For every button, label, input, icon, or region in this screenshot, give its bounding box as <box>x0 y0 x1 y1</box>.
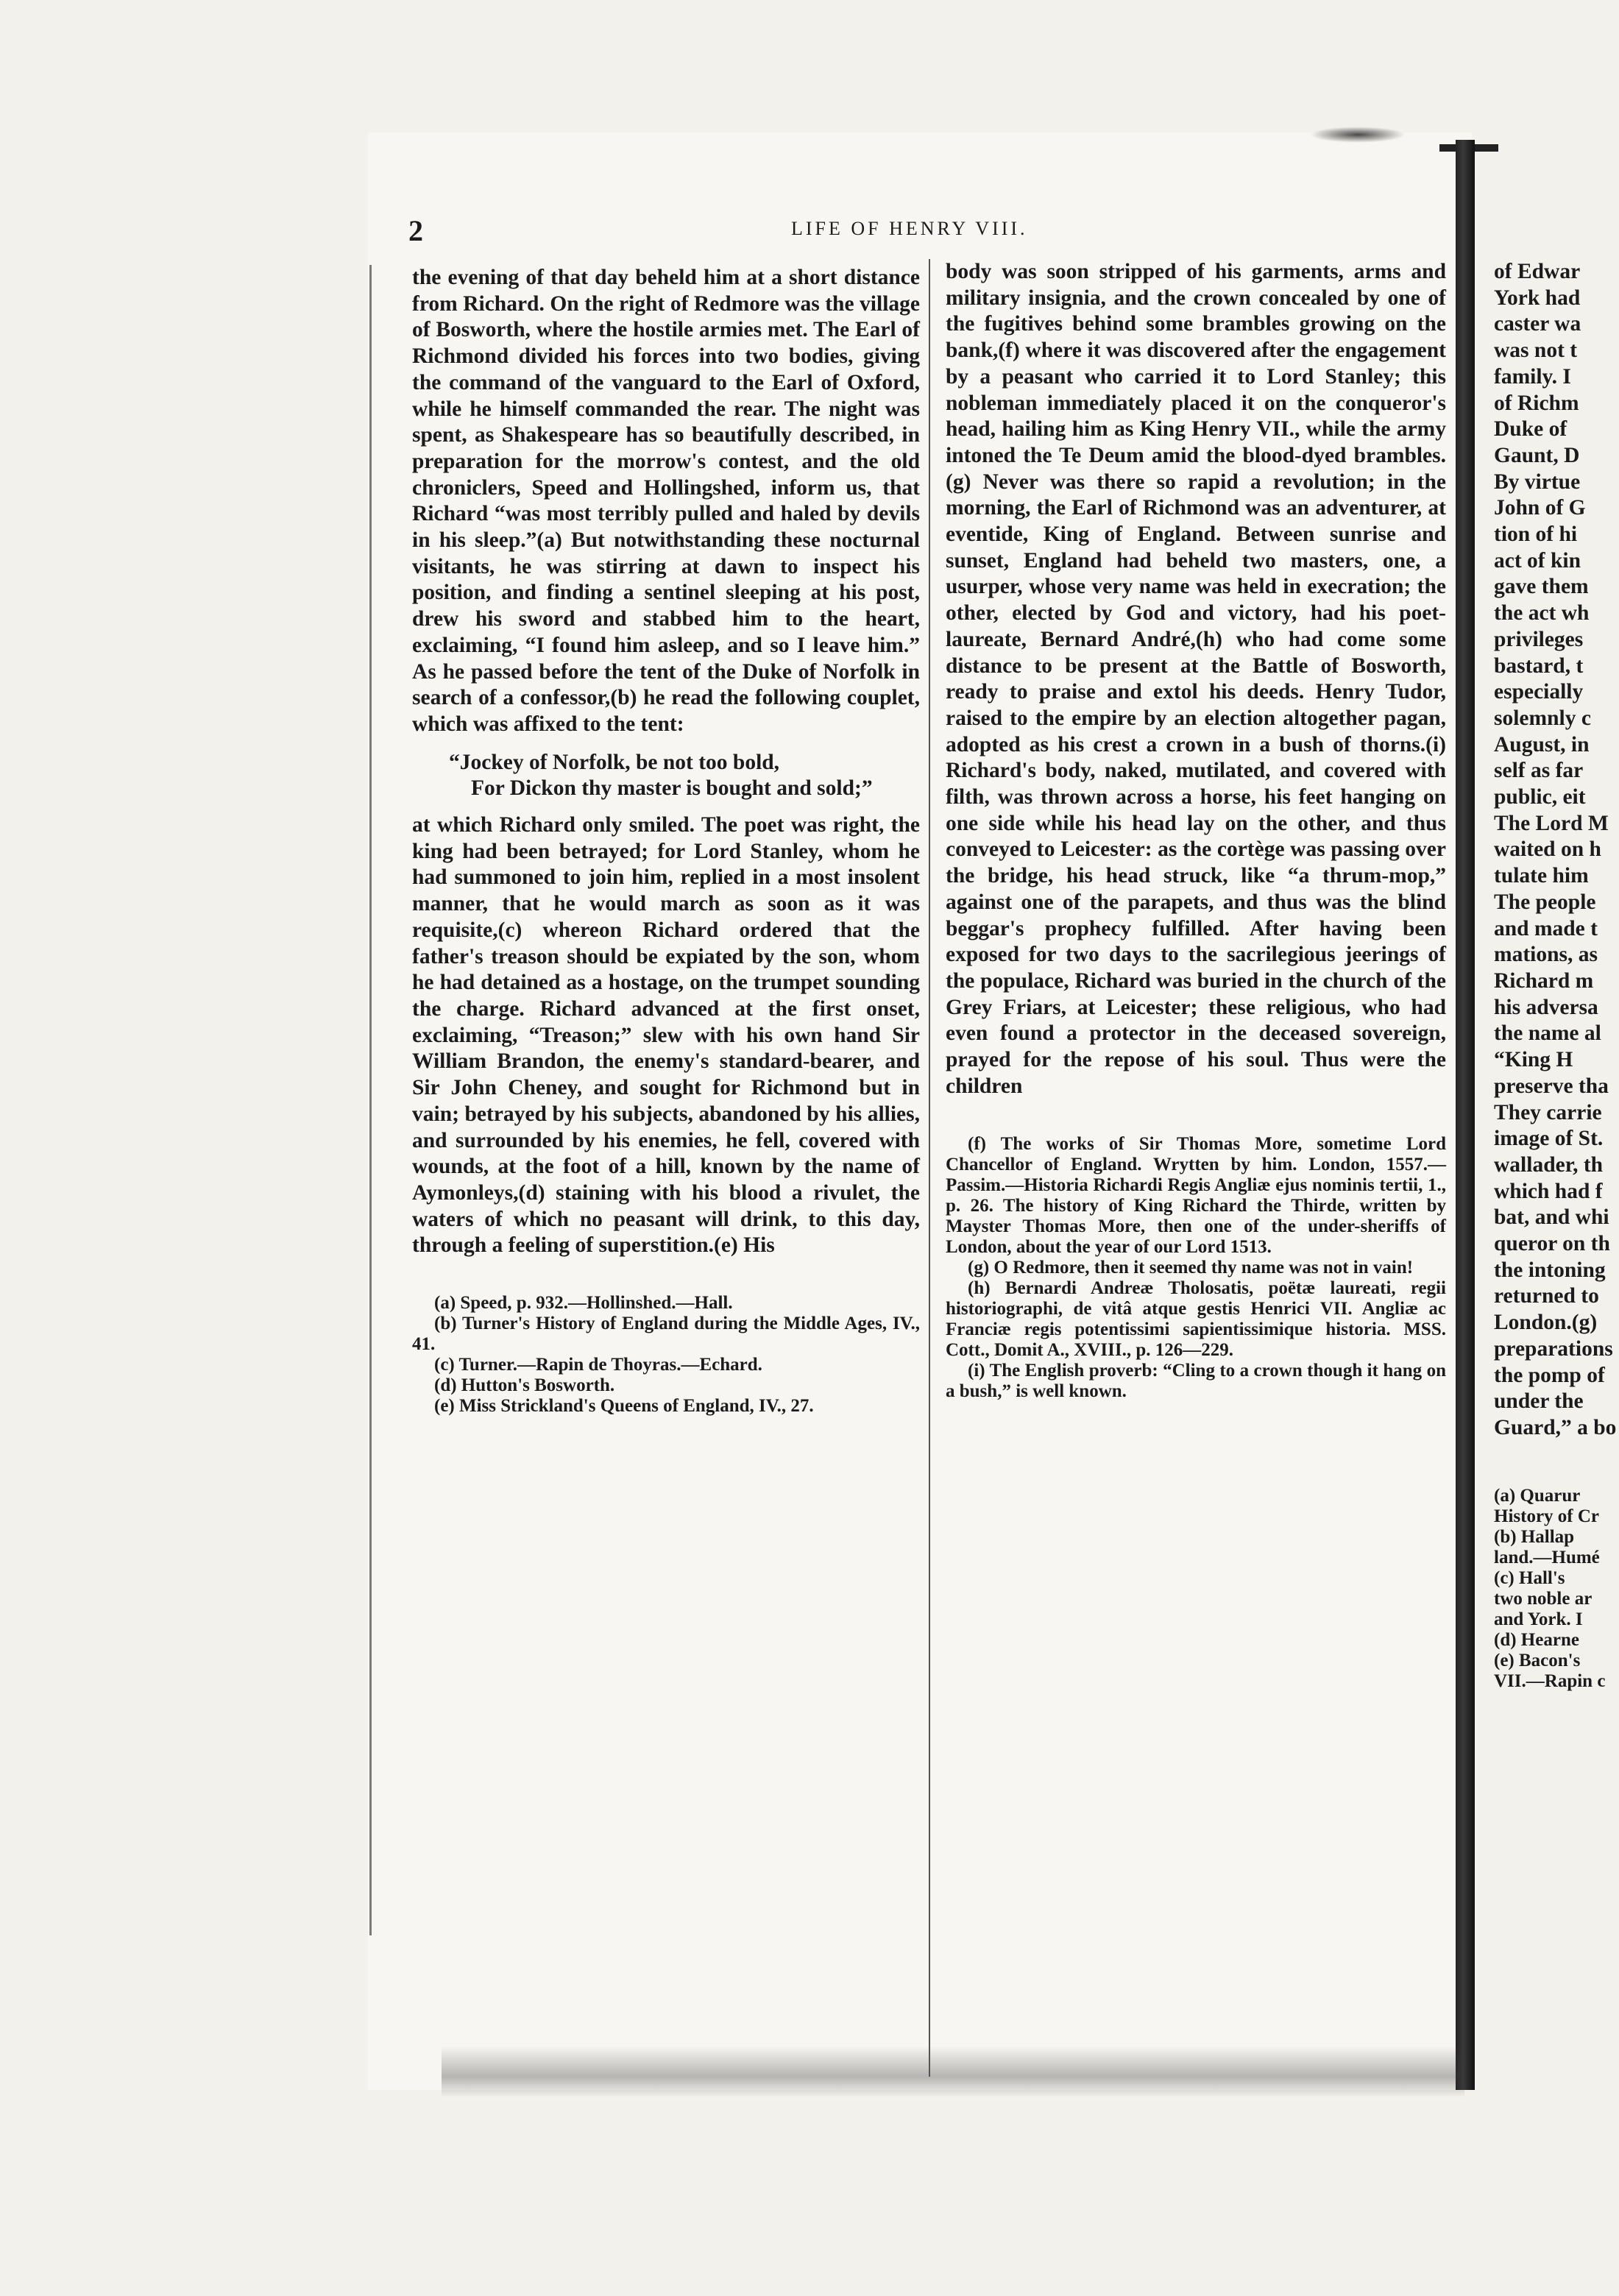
right-column-fragment <box>1494 259 1619 2025</box>
right-column-line: tulate him <box>1494 864 1589 888</box>
right-column-line: image of St. <box>1494 1127 1604 1151</box>
footnote-a: (a) Speed, p. 932.—Hollinshed.—Hall. <box>434 1293 733 1314</box>
right-footnote-line: (b) Hallap <box>1494 1526 1575 1547</box>
right-column-line: the pomp of <box>1494 1363 1605 1387</box>
footnote-b: (b) Turner's History of England during the Middle Ages, IV., 41. <box>412 1314 920 1355</box>
right-column-line: “King H <box>1494 1048 1573 1072</box>
page-header <box>408 213 1424 247</box>
right-column-line: the act wh <box>1494 601 1590 626</box>
right-footnote-line: (e) Bacon's <box>1494 1650 1581 1670</box>
right-column-line: bastard, t <box>1494 653 1584 678</box>
footnote-h: (h) Bernardi Andreæ Tholosatis, poëtæ laureati, regii historiographi, de vitâ atque gestis Henrici VII. Angliæ ac Franciæ regis potentissimi sapientissimique historia. MSS. Cott., Domit A., XVIII., p. 126—229. <box>946 1278 1446 1360</box>
right-column-line: caster wa <box>1494 312 1581 336</box>
footnote-g: (g) O Redmore, then it seemed thy name was not in vain! <box>968 1257 1414 1278</box>
right-column-line: of Edwar <box>1494 260 1581 283</box>
middle-paragraph-1: body was soon stripped of his garments, arms and military insignia, and the crown concealed by one of the fugitives behind some brambles growing on the bank,(f) where it was discovered after the engagement by a peasant who carried it to Lord Stanley; this nobleman immediately placed it on the conqueror's head, hailing him as King Henry VII., while the army intoned the Te Deum amid the blood-dyed brambles.(g) Never was there so rapid a revolution; in the morning, the Earl of Richmond was an adventurer, at eventide, King of England. Between sunrise and sunset, England had beheld two masters, one, a usurper, whose very name was held in execration; the other, elected by God and victory, had his poet-laureate, Bernard André,(h) who had come some distance to be present at the Battle of Bosworth, ready to praise and extol his deeds. Henry Tudor, raised to the empire by an election altogether pagan, adopted as his crest a crown in a bush of thorns.(i) Richard's body, naked, mutilated, and covered with filth, was thrown across a horse, his feet hanging on one side while his head lay on the other, and thus conveyed to Leicester: as the cortège was passing over the bridge, his head struck, like “a thrum-mop,” against one of the parapets, and thus was the blind beggar's prophecy fulfilled. After having been exposed for two days to the sacrilegious jeerings of the populace, Richard was buried in the church of the Grey Friars, at Leicester; these religious, who had even found a protector in the deceased sovereign, prayed for the repose of his soul. Thus were the children <box>946 260 1446 1098</box>
right-column-line: privileges <box>1494 627 1584 651</box>
right-column-line: and made t <box>1494 916 1598 940</box>
right-column-line: Richard m <box>1494 968 1594 993</box>
right-column-line: solemnly c <box>1494 706 1591 730</box>
right-column-line: John of G <box>1494 496 1586 520</box>
right-column-line: The people <box>1494 890 1596 914</box>
footnote-gap <box>1494 1442 1619 1486</box>
left-page-edge <box>369 265 372 1935</box>
page-number: 2 <box>408 214 423 247</box>
right-column-line: returned to <box>1494 1284 1599 1308</box>
couplet <box>412 750 920 802</box>
right-column-line: preparations <box>1494 1336 1613 1361</box>
right-footnote-line: VII.—Rapin c <box>1494 1670 1606 1691</box>
right-column-line: under the <box>1494 1389 1584 1414</box>
bottom-shadow <box>442 2046 1464 2097</box>
left-paragraph-2: at which Richard only smiled. The poet was right, the king had been betrayed; for Lord Stanley, whom he had summoned to join him, replied in a most insolent manner, that he would march as soon as it was requisite,(c) whereon Richard ordered that the father's treason should be expiated by the son, whom he had detained as a hostage, on the trumpet sounding the charge. Richard advanced at the first onset, exclaiming, “Treason;” slew with his own hand Sir William Brandon, the enemy's standard-bearer, and Sir John Cheney, and sought for Richmond but in vain; betrayed by his subjects, abandoned by his allies, and surrounded by his enemies, he fell, covered with wounds, at the foot of a hill, known by the name of Aymonleys,(d) staining with his blood a rivulet, the waters of which no peasant will drink, to this day, through a feeling of superstition.(e) His <box>412 813 920 1258</box>
running-title: LIFE OF HENRY VIII. <box>791 218 1028 239</box>
left-paragraph-1: the evening of that day beheld him at a short distance from Richard. On the right of Redmore was the village of Bosworth, where the hostile armies met. The Earl of Richmond divided his forces into two bodies, giving the command of the vanguard to the Earl of Oxford, while he himself commanded the rear. The night was spent, as Shakespeare has so beautifully described, in preparation for the morrow's contest, and the old chroniclers, Speed and Hollingshed, inform us, that Richard “was most terribly pulled and haled by devils in his sleep.”(a) But notwithstanding these nocturnal visitants, he was stirring at dawn to inspect his position, and finding a sentinel sleeping at his post, drew his sword and stabbed him to the heart, exclaiming, “I found him asleep, and so I leave him.” As he passed before the tent of the Duke of Norfolk in search of a confessor,(b) he read the following couplet, which was affixed to the tent: <box>412 266 920 736</box>
right-column-line: London.(g) <box>1494 1311 1598 1335</box>
right-column-line: gave them <box>1494 575 1589 599</box>
right-column-line: The Lord M <box>1494 811 1609 835</box>
right-footnote-line: and York. I <box>1494 1609 1583 1629</box>
right-column-line: the intoning <box>1494 1258 1606 1282</box>
footnote-c: (c) Turner.—Rapin de Thoyras.—Echard. <box>434 1355 762 1375</box>
left-footnotes <box>412 1293 920 1417</box>
right-column-line: preserve tha <box>1494 1074 1609 1098</box>
middle-column <box>946 259 1446 1402</box>
right-column-line: was not t <box>1494 339 1578 363</box>
right-column-line: of Richm <box>1494 391 1579 415</box>
right-column-line: wallader, th <box>1494 1152 1604 1177</box>
ink-smudge <box>1310 127 1406 143</box>
footnote-i: (i) The English proverb: “Cling to a crown though it hang on a bush,” is well known. <box>946 1360 1446 1401</box>
right-footnote-line: (c) Hall's <box>1494 1567 1565 1588</box>
right-column-line: August, in <box>1494 732 1590 757</box>
column-divider <box>929 259 930 2077</box>
right-column-line: Gaunt, D <box>1494 443 1580 467</box>
right-footnote-line: (a) Quarur <box>1494 1485 1581 1506</box>
right-column-line: Guard,” a bo <box>1494 1415 1617 1439</box>
right-column-line: tion of hi <box>1494 522 1578 547</box>
right-column-line: They carrie <box>1494 1100 1602 1124</box>
couplet-line-1: “Jockey of Norfolk, be not too bold, <box>449 750 780 774</box>
right-column-line: which had f <box>1494 1179 1603 1203</box>
right-footnote-line: two noble ar <box>1494 1588 1593 1609</box>
left-column <box>412 265 920 1417</box>
footnote-e: (e) Miss Strickland's Queens of England, IV., 27. <box>434 1396 814 1417</box>
right-column-line: York had <box>1494 286 1581 310</box>
right-column-line: the name al <box>1494 1021 1601 1046</box>
right-column-line: Duke of <box>1494 417 1567 442</box>
right-column-line: especially <box>1494 680 1584 704</box>
right-column-line: self as far <box>1494 759 1584 783</box>
right-column-line: mations, as <box>1494 943 1598 967</box>
right-column-line: queror on th <box>1494 1232 1610 1256</box>
middle-footnotes <box>946 1134 1446 1402</box>
couplet-line-2: For Dickon thy master is bought and sold;” <box>471 776 873 801</box>
right-column-line: waited on h <box>1494 837 1601 862</box>
right-column-line: By virtue <box>1494 470 1581 494</box>
footnote-d: (d) Hutton's Bosworth. <box>434 1375 615 1396</box>
right-column-line: bat, and whi <box>1494 1205 1609 1230</box>
right-column-line: his adversa <box>1494 995 1598 1019</box>
book-binding <box>1456 140 1475 2090</box>
right-column-line: family. I <box>1494 364 1571 389</box>
right-footnote-line: (d) Hearne <box>1494 1629 1579 1650</box>
footnote-f: (f) The works of Sir Thomas More, sometime Lord Chancellor of England. Wrytten by him. London, 1557.—Passim.—Historia Richardi Regis Angliæ ejus nominis tertii, 1., p. 26. The history of King Richard the Thirde, written by Mayster Thomas More, then one of the under-sheriffs of London, about the year of our Lord 1513. <box>946 1133 1446 1257</box>
right-column-line: public, eit <box>1494 785 1586 809</box>
right-column-line: act of kin <box>1494 548 1581 573</box>
right-footnote-line: History of Cr <box>1494 1506 1600 1526</box>
right-footnote-line: land.—Humé <box>1494 1547 1600 1567</box>
